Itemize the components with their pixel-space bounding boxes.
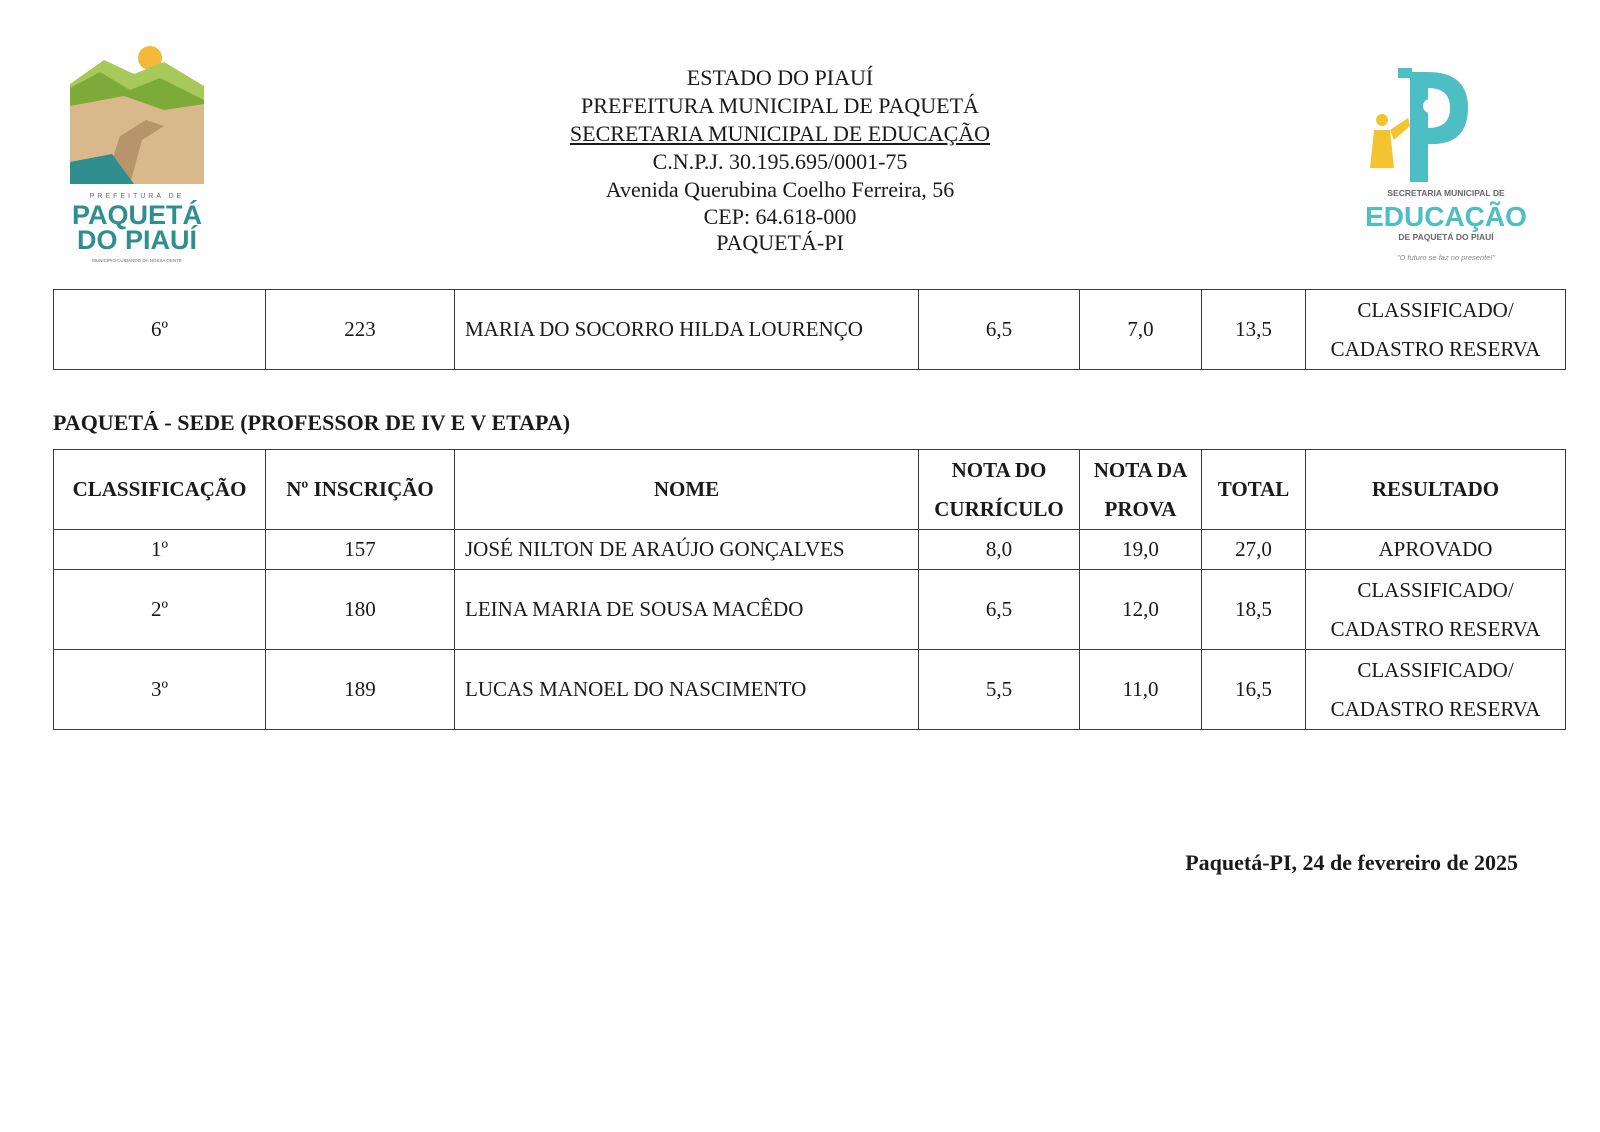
header-prefeitura: PREFEITURA MUNICIPAL DE PAQUETÁ — [581, 93, 979, 118]
cell-resultado: CLASSIFICADO/ CADASTRO RESERVA — [1306, 570, 1566, 650]
cell-inscricao: 157 — [266, 530, 455, 570]
cell-nome: LUCAS MANOEL DO NASCIMENTO — [455, 650, 919, 730]
header-state: ESTADO DO PIAUÍ — [686, 65, 874, 90]
header-resultado: RESULTADO — [1306, 450, 1566, 530]
cell-classificacao: 6º — [54, 290, 266, 370]
header-classificacao: CLASSIFICAÇÃO — [54, 450, 266, 530]
secretaria-educacao-logo — [1364, 64, 1528, 270]
table-row — [54, 570, 1566, 650]
cell-nota-curriculo: 5,5 — [919, 650, 1080, 730]
cell-resultado: CLASSIFICADO/ CADASTRO RESERVA — [1306, 290, 1566, 370]
cell-nota-curriculo: 8,0 — [919, 530, 1080, 570]
cell-classificacao: 1º — [54, 530, 266, 570]
svg-text:MUNICÍPIO CUIDANDO DA NOSSA GE: MUNICÍPIO CUIDANDO DA NOSSA GENTE — [92, 258, 182, 263]
table-row — [54, 530, 1566, 570]
cell-total: 13,5 — [1202, 290, 1306, 370]
cell-resultado: CLASSIFICADO/ CADASTRO RESERVA — [1306, 650, 1566, 730]
header-secretaria: SECRETARIA MUNICIPAL DE EDUCAÇÃO — [569, 121, 991, 146]
svg-text:EDUCAÇÃO: EDUCAÇÃO — [1365, 201, 1527, 232]
svg-text:DE PAQUETÁ DO PIAUÍ: DE PAQUETÁ DO PIAUÍ — [1398, 232, 1494, 242]
document-header — [480, 64, 1080, 256]
header-total: TOTAL — [1202, 450, 1306, 530]
svg-text:"O futuro se faz no presente!": "O futuro se faz no presente!" — [1396, 253, 1496, 262]
prefeitura-paqueta-logo — [64, 44, 210, 266]
svg-text:PREFEITURA DE: PREFEITURA DE — [89, 193, 185, 200]
header-city: PAQUETÁ-PI — [716, 230, 844, 255]
cell-inscricao: 180 — [266, 570, 455, 650]
cell-nota-prova: 19,0 — [1080, 530, 1202, 570]
header-nota-prova: NOTA DA PROVA — [1080, 450, 1202, 530]
cell-nota-prova: 11,0 — [1080, 650, 1202, 730]
table-row — [54, 290, 1566, 370]
cell-nome: MARIA DO SOCORRO HILDA LOURENÇO — [455, 290, 919, 370]
svg-text:SECRETARIA MUNICIPAL DE: SECRETARIA MUNICIPAL DE — [1387, 188, 1505, 198]
header-inscricao: Nº INSCRIÇÃO — [266, 450, 455, 530]
cell-resultado: APROVADO — [1306, 530, 1566, 570]
cell-nota-curriculo: 6,5 — [919, 570, 1080, 650]
table-row — [54, 650, 1566, 730]
cell-nome: LEINA MARIA DE SOUSA MACÊDO — [455, 570, 919, 650]
svg-text:PAQUETÁ: PAQUETÁ — [71, 200, 203, 230]
table-header-row — [54, 450, 1566, 530]
cell-total: 18,5 — [1202, 570, 1306, 650]
cell-inscricao: 189 — [266, 650, 455, 730]
header-cnpj: C.N.P.J. 30.195.695/0001-75 — [652, 149, 908, 174]
results-table-continuation — [53, 289, 1566, 370]
cell-nota-prova: 7,0 — [1080, 290, 1202, 370]
cell-classificacao: 2º — [54, 570, 266, 650]
cell-inscricao: 223 — [266, 290, 455, 370]
results-table-sede — [53, 449, 1566, 730]
section-title: PAQUETÁ - SEDE (PROFESSOR DE IV E V ETAPA) — [53, 410, 571, 435]
cell-total: 16,5 — [1202, 650, 1306, 730]
cell-nota-prova: 12,0 — [1080, 570, 1202, 650]
cell-total: 27,0 — [1202, 530, 1306, 570]
header-address: Avenida Querubina Coelho Ferreira, 56 — [605, 177, 955, 202]
cell-nome: JOSÉ NILTON DE ARAÚJO GONÇALVES — [455, 530, 919, 570]
header-nome: NOME — [455, 450, 919, 530]
svg-text:DO PIAUÍ: DO PIAUÍ — [76, 225, 198, 255]
header-cep: CEP: 64.618-000 — [703, 204, 857, 229]
cell-classificacao: 3º — [54, 650, 266, 730]
cell-nota-curriculo: 6,5 — [919, 290, 1080, 370]
footer-date: Paquetá-PI, 24 de fevereiro de 2025 — [1185, 850, 1518, 875]
header-nota-curriculo: NOTA DO CURRÍCULO — [919, 450, 1080, 530]
